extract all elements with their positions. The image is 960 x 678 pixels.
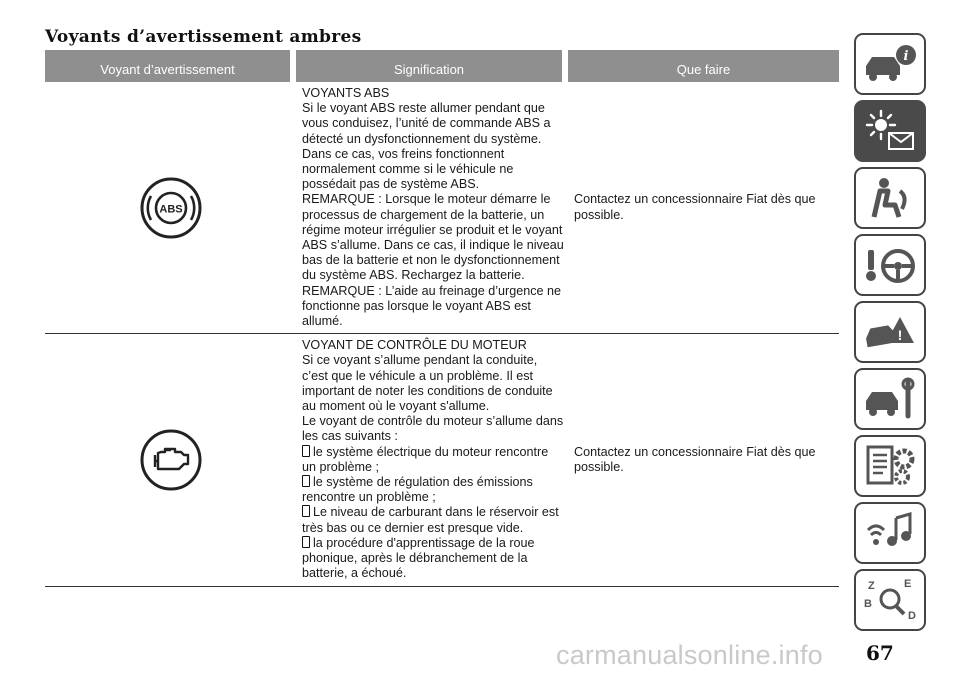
meaning-cell bbox=[296, 82, 568, 333]
tab-technical-data[interactable] bbox=[854, 435, 926, 497]
tab-multimedia[interactable] bbox=[854, 502, 926, 564]
emergency-crash-icon bbox=[860, 307, 920, 357]
meaning-cell bbox=[296, 334, 568, 585]
table-row bbox=[45, 82, 839, 334]
index-search-icon bbox=[860, 575, 920, 625]
header-action: Que faire bbox=[568, 50, 839, 82]
page-number: 67 bbox=[866, 641, 894, 665]
tab-safety[interactable] bbox=[854, 167, 926, 229]
engine-meaning-text: VOYANT DE CONTRÔLE DU MOTEUR Si ce voyant s’allume pendant la conduite, c’est que le véhicule a un problème. Il est important de noter les conditions de conduite au moment où le voyant s'allume. Le voyant de contrôle du moteur s’allume dans les cas suivants : bbox=[302, 338, 564, 444]
tab-starting-driving[interactable] bbox=[854, 234, 926, 296]
tab-emergency[interactable] bbox=[854, 301, 926, 363]
tab-maintenance[interactable] bbox=[854, 368, 926, 430]
table-row bbox=[45, 334, 839, 586]
abs-action-text: Contactez un concessionnaire Fiat dès que possible. bbox=[574, 192, 816, 222]
header-meaning: Signification bbox=[296, 50, 562, 82]
warning-lights-table bbox=[45, 50, 839, 587]
svg-text:i: i bbox=[903, 49, 909, 64]
list-item: la procédure d'apprentissage de la roue phonique, après le débranchement de la batterie, a échoué. bbox=[302, 535, 535, 581]
tab-car-info[interactable] bbox=[854, 33, 926, 95]
car-info-icon bbox=[860, 41, 920, 87]
safety-seat-airbag-icon bbox=[860, 173, 920, 223]
svg-text:Z: Z bbox=[868, 580, 875, 592]
tab-warning-lights[interactable] bbox=[854, 100, 926, 162]
svg-text:!: ! bbox=[897, 327, 903, 343]
list-item: le système électrique du moteur rencontre un problème ; bbox=[302, 444, 549, 474]
list-item: Le niveau de carburant dans le réservoir est très bas ou ce dernier est presque vide. bbox=[302, 505, 559, 535]
chapter-nav bbox=[854, 33, 926, 636]
svg-text:D: D bbox=[908, 610, 916, 622]
abs-warning-icon bbox=[45, 82, 296, 333]
action-cell bbox=[568, 334, 839, 585]
header-warning-light: Voyant d’avertissement bbox=[45, 50, 290, 82]
starting-driving-icon bbox=[860, 240, 920, 290]
action-cell bbox=[568, 82, 839, 333]
warning-light-message-icon bbox=[859, 105, 921, 157]
checkbox-bullet-icon bbox=[302, 475, 310, 487]
checkbox-bullet-icon bbox=[302, 445, 310, 457]
technical-data-icon bbox=[860, 441, 920, 491]
list-item: le système de régulation des émissions rencontre un problème ; bbox=[302, 475, 533, 505]
abs-meaning-text: VOYANTS ABS Si le voyant ABS reste allumer pendant que vous conduisez, l’unité de commande ABS a détecté un dysfonctionnement du système. Dans ce cas, vos freins fonctionnent normalement comme si le véhicule ne possédait pas de système ABS. REMARQUE : Lorsque le moteur démarre le processus de chargement de la batterie, un régime moteur irrégulier se produit et le voyant ABS s’allume. Dans ce cas, il indique le niveau bas de la batterie et non le dysfonctionnement du système ABS. Rechargez la batterie. REMARQUE : L’aide au freinage d’urgence ne fonctionne pas lorsque le voyant ABS est allumé. bbox=[302, 86, 564, 329]
abs-icon-label: ABS bbox=[158, 203, 183, 216]
table-header bbox=[45, 50, 839, 82]
car-maintenance-icon bbox=[860, 374, 920, 424]
tab-index[interactable] bbox=[854, 569, 926, 631]
svg-text:E: E bbox=[904, 578, 912, 590]
checkbox-bullet-icon bbox=[302, 536, 310, 548]
page-title: Voyants d’avertissement ambres bbox=[45, 27, 362, 47]
watermark: carmanualsonline.info bbox=[556, 640, 823, 670]
checkbox-bullet-icon bbox=[302, 505, 310, 517]
multimedia-icon bbox=[860, 508, 920, 558]
svg-text:B: B bbox=[864, 598, 872, 610]
engine-action-text: Contactez un concessionnaire Fiat dès que possible. bbox=[574, 444, 816, 474]
check-engine-icon bbox=[45, 334, 296, 585]
